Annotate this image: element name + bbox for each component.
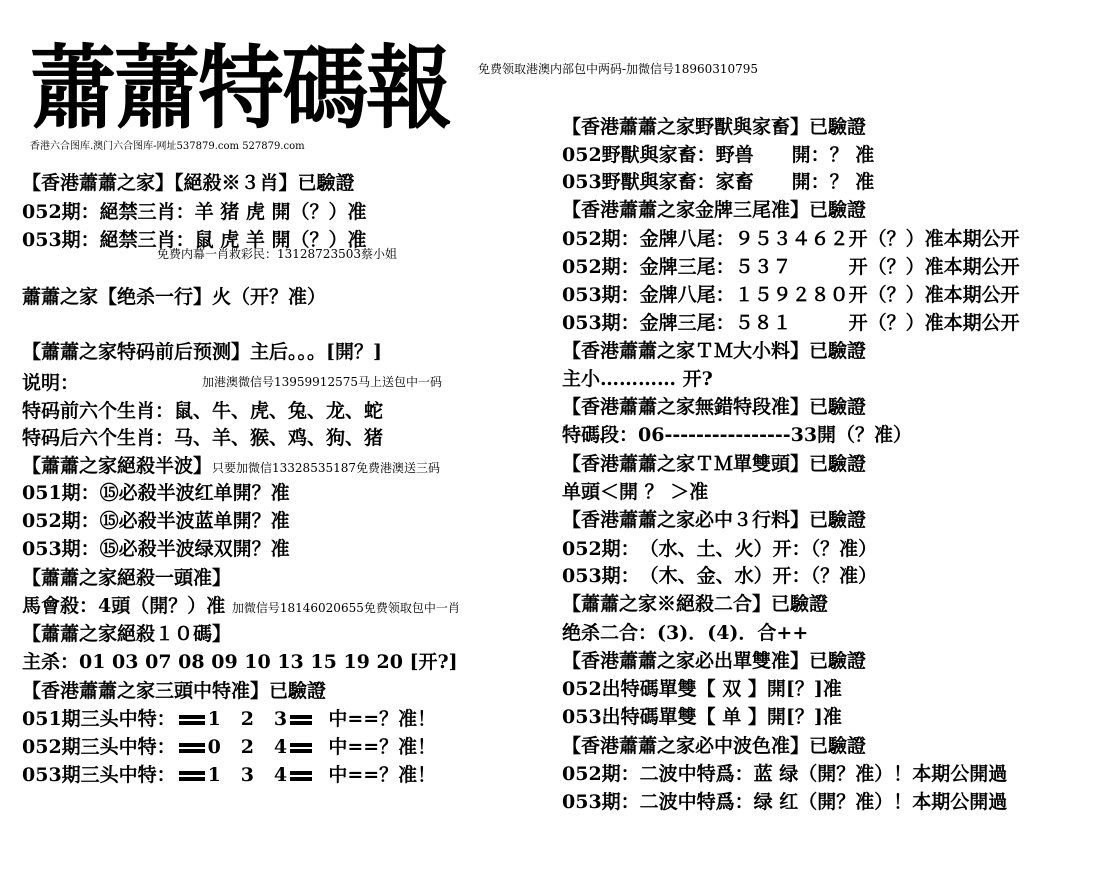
tail-row: 052期：金牌八尾：９５３４６２开（？）准本期公开 bbox=[562, 228, 1020, 250]
kill3-row-053: 053期：絕禁三肖：鼠 虎 羊 開（？）准 bbox=[22, 229, 367, 251]
threehead-tail: 中==？准！ bbox=[328, 764, 437, 786]
oddeven-header: 【香港蕭蕭之家ＴＭ單雙頭】已驗證 bbox=[562, 453, 867, 475]
combo-row: 绝杀二合：(3)．(4)．合++ bbox=[562, 622, 809, 644]
trigram-icon bbox=[179, 741, 205, 755]
right-column bbox=[562, 0, 1120, 895]
beast-row-052: 052野獸與家畜：野兽 開：？ 准 bbox=[562, 144, 875, 166]
segment-row: 特碼段：06----------------33開（？准） bbox=[562, 424, 913, 446]
halfwave-row-051: 051期：⑮必殺半波红单開？准 bbox=[22, 482, 290, 504]
color-row-053: 053期：二波中特爲：绿 红（開？准）！本期公開過 bbox=[562, 791, 1008, 813]
trigram-icon bbox=[290, 769, 312, 783]
front-six-row: 特码前六个生肖：鼠、牛、虎、兔、龙、蛇 bbox=[22, 400, 384, 422]
left-column bbox=[22, 0, 562, 895]
head-header: 【蕭蕭之家絕殺一頭准】 bbox=[22, 567, 232, 589]
tail-header: 【香港蕭蕭之家金牌三尾准】已驗證 bbox=[562, 199, 867, 221]
threehead-a: 1 bbox=[207, 764, 221, 786]
single-row-053: 053出特碼單雙【 单 】開[？]准 bbox=[562, 706, 842, 728]
threehead-row bbox=[22, 710, 436, 729]
halfwave-header: 【蕭蕭之家絕殺半波】 bbox=[22, 455, 213, 477]
segment-header: 【香港蕭蕭之家無錯特段准】已驗證 bbox=[562, 396, 867, 418]
threehead-label: 051期三头中特： bbox=[22, 708, 176, 730]
threehead-row bbox=[22, 766, 436, 785]
threehead-tail: 中==？准！ bbox=[328, 736, 437, 758]
tail-row: 053期：金牌八尾：１５９２８０开（？）准本期公开 bbox=[562, 284, 1020, 306]
threehead-label: 052期三头中特： bbox=[22, 736, 176, 758]
head-row: 馬會殺：4頭（開？）准 bbox=[22, 595, 226, 617]
site-address: 香港六合图库.澳门六合图库-网址537879.com 527879.com bbox=[30, 141, 305, 152]
code10-row: 主杀：01 03 07 08 09 10 13 15 19 20 [开?] bbox=[22, 651, 458, 673]
trigram-icon bbox=[290, 741, 312, 755]
single-header: 【香港蕭蕭之家必出單雙准】已驗證 bbox=[562, 650, 867, 672]
threehead-b: 3 bbox=[240, 764, 254, 786]
promo-text-3: 只要加微信13328535187免费港澳送三码 bbox=[212, 461, 440, 475]
size-header: 【香港蕭蕭之家ＴＭ大小料】已驗證 bbox=[562, 340, 867, 362]
element-row-052: 052期： （水、土、火）开：（？准） bbox=[562, 538, 878, 560]
trigram-icon bbox=[179, 769, 205, 783]
promo-text-2: 加港澳微信号13959912575马上送包中一码 bbox=[202, 375, 442, 389]
beast-row-053: 053野獸與家畜：家畜 開：？ 准 bbox=[562, 171, 875, 193]
kill3-header: 【香港蕭蕭之家】【絕殺※３肖】已驗證 bbox=[22, 172, 355, 194]
halfwave-header-line bbox=[22, 457, 440, 476]
halfwave-row-053: 053期：⑮必殺半波绿双開？准 bbox=[22, 538, 290, 560]
page-title: 蕭蕭特碼報 bbox=[30, 35, 450, 142]
threehead-tail: 中==？准！ bbox=[328, 708, 437, 730]
oddeven-row: 单頭＜開 ？ ＞准 bbox=[562, 481, 709, 503]
tail-row: 052期：金牌三尾：５３７ 开（？）准本期公开 bbox=[562, 256, 1020, 278]
promo-text-4: 加微信号18146020655免费领取包中一肖 bbox=[231, 601, 460, 615]
element-row-053: 053期： （木、金、水）开：（？准） bbox=[562, 565, 878, 587]
single-row-052: 052出特碼單雙【 双 】開[？]准 bbox=[562, 678, 842, 700]
threehead-label: 053期三头中特： bbox=[22, 764, 176, 786]
back-six-row: 特码后六个生肖：马、羊、猴、鸡、狗、猪 bbox=[22, 427, 384, 449]
kill-row-header: 蕭蕭之家【绝杀一行】火（开？准） bbox=[22, 286, 327, 308]
color-row-052: 052期：二波中特爲：蓝 绿（開？准）！本期公開過 bbox=[562, 763, 1008, 785]
kill3-row-052: 052期：絕禁三肖：羊 猪 虎 開（？）准 bbox=[22, 201, 367, 223]
head-row-line bbox=[22, 597, 460, 616]
threehead-c: 3 bbox=[273, 708, 288, 730]
promo-text-1: 免费内幕一肖救彩民：13128723503蔡小姐 bbox=[157, 247, 397, 261]
threehead-row bbox=[22, 738, 436, 757]
element-header: 【香港蕭蕭之家必中３行料】已驗證 bbox=[562, 509, 867, 531]
promo-text-top: 免费领取港澳内部包中两码-加微信号18960310795 bbox=[478, 62, 759, 76]
color-header: 【香港蕭蕭之家必中波色准】已驗證 bbox=[562, 735, 867, 757]
tail-row: 053期：金牌三尾：５８１ 开（？）准本期公开 bbox=[562, 312, 1020, 334]
halfwave-row-052: 052期：⑮必殺半波蓝单開？准 bbox=[22, 510, 290, 532]
explain-label: 说明： bbox=[22, 372, 80, 394]
threehead-c: 4 bbox=[273, 764, 288, 786]
combo-header: 【蕭蕭之家※絕殺二合】已驗證 bbox=[562, 593, 829, 615]
threehead-b: 2 bbox=[240, 736, 254, 758]
threehead-c: 4 bbox=[273, 736, 288, 758]
size-row: 主小………… 开? bbox=[562, 368, 713, 390]
code10-header: 【蕭蕭之家絕殺１０碼】 bbox=[22, 623, 232, 645]
trigram-icon bbox=[179, 713, 205, 727]
threehead-a: 0 bbox=[207, 736, 221, 758]
threehead-b: 2 bbox=[240, 708, 254, 730]
trigram-icon bbox=[290, 713, 312, 727]
threehead-header: 【香港蕭蕭之家三頭中特准】已驗證 bbox=[22, 680, 327, 702]
beast-header: 【香港蕭蕭之家野獸與家畜】已驗證 bbox=[562, 116, 867, 138]
threehead-a: 1 bbox=[207, 708, 221, 730]
predict-header: 【蕭蕭之家特码前后预测】主后。。。[開？] bbox=[22, 341, 382, 363]
